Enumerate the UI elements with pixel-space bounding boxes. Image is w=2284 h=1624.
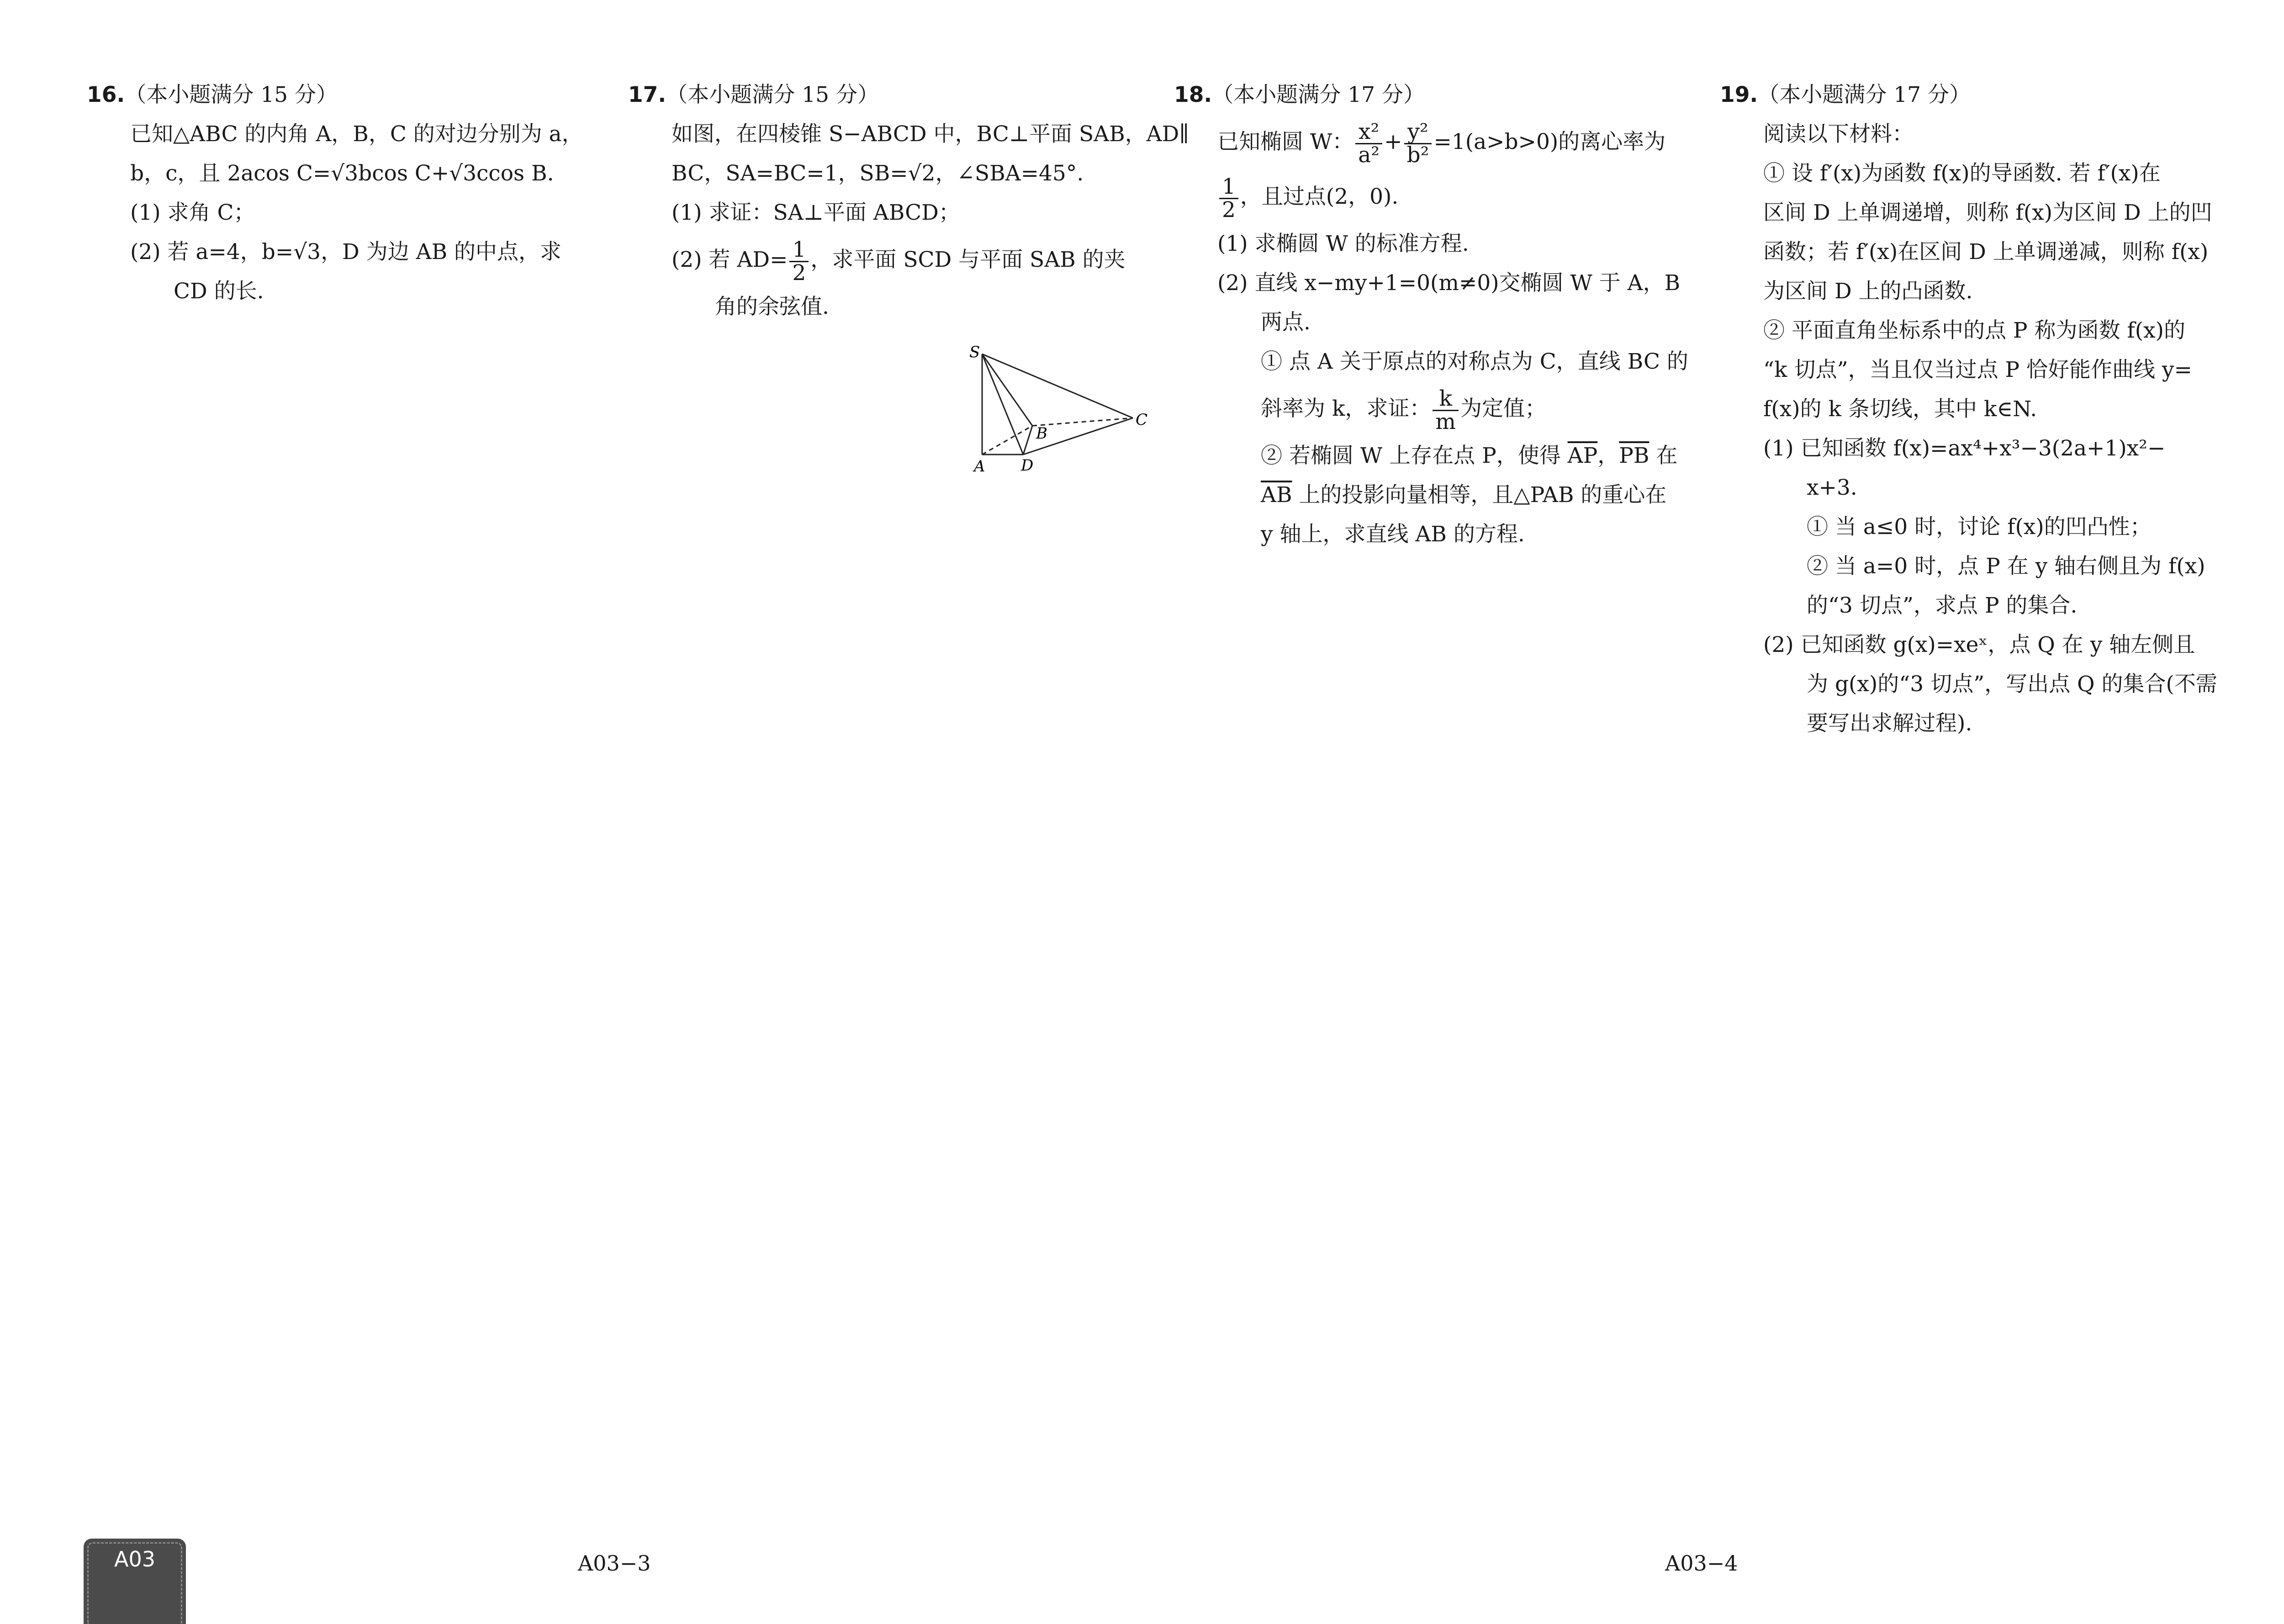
question-19-header (1720, 75, 2275, 115)
paper-code-badge: A03 (84, 1539, 186, 1624)
q18-sub-2-cont (1261, 476, 1729, 515)
q19-sub-2-cont: 的“3 切点”，求点 P 的集合. (1807, 593, 2078, 618)
q19-line-1: 阅读以下材料： (1763, 122, 1914, 147)
q16-part-2-cont: CD 的长. (174, 279, 264, 304)
q17-part-2-pre: (2) 若 AD= (671, 247, 788, 272)
fraction-numerator: 1 (1219, 176, 1238, 199)
q18-sub-2 (1261, 436, 1729, 476)
question-16-header (87, 75, 642, 115)
q18-line-2 (1217, 169, 1729, 224)
plus-sign: + (1384, 129, 1402, 154)
q17-part-2 (671, 233, 1183, 287)
vertex-a-label: A (974, 457, 985, 475)
score-note: （本小题满分 15 分） (125, 82, 338, 107)
vector-ap: $\overline{AP}$ (1567, 443, 1598, 468)
q19-sub-2: ② 当 a=0 时，点 P 在 y 轴右侧且为 f(x) (1807, 554, 2205, 579)
q18-line-1 (1217, 115, 1729, 169)
q18-part-2-cont: 两点. (1261, 310, 1311, 335)
separator: ， (1597, 443, 1619, 468)
question-number: 19. (1720, 82, 1758, 107)
edge-bd (1023, 426, 1032, 455)
q19-sub-1: ① 当 a≤0 时，讨论 f(x)的凹凸性； (1807, 514, 2152, 540)
score-note: （本小题满分 15 分） (666, 82, 879, 107)
score-note: （本小题满分 17 分） (1758, 82, 1971, 107)
fraction-numerator: y² (1404, 121, 1432, 144)
fraction-numerator: 1 (789, 239, 809, 262)
q18-sub-2-cont-post: 上的投影向量相等，且△PAB 的重心在 (1292, 482, 1667, 508)
q19-part-1: (1) 已知函数 f(x)=ax⁴+x³−3(2a+1)x²− (1763, 436, 2166, 461)
q18-sub-1: ① 点 A 关于原点的对称点为 C，直线 BC 的 (1261, 349, 1688, 374)
page-number-right: A03−4 (1665, 1551, 1738, 1576)
vertex-s-label: S (969, 343, 980, 361)
q18-sub-2-end: y 轴上，求直线 AB 的方程. (1261, 522, 1525, 547)
edge-bc-hidden (1032, 418, 1133, 426)
question-17 (628, 75, 1189, 327)
vector-ab: $\overline{AB}$ (1261, 482, 1292, 508)
q19-line-8: f(x)的 k 条切线，其中 k∈N. (1763, 397, 2037, 422)
q18-line-1-pre: 已知椭圆 W： (1217, 129, 1354, 154)
q18-part-1: (1) 求椭圆 W 的标准方程. (1217, 231, 1469, 256)
q18-line-2-post: ，且过点(2，0). (1240, 184, 1399, 209)
q19-line-3: 区间 D 上单调递增，则称 f(x)为区间 D 上的凹 (1763, 200, 2212, 225)
q19-part-2-end: 要写出求解过程). (1807, 711, 1972, 736)
q18-sub-2-pre: ② 若椭圆 W 上存在点 P，使得 (1261, 443, 1568, 468)
fraction (1219, 176, 1238, 221)
q16-part-2: (2) 若 a=4，b=√3，D 为边 AB 的中点，求 (130, 239, 562, 264)
fraction-denominator: b² (1406, 142, 1429, 168)
q19-part-2-cont: 为 g(x)的“3 切点”，写出点 Q 的集合(不需 (1807, 672, 2217, 697)
q16-line-1: 已知△ABC 的内角 A，B，C 的对边分别为 a， (130, 122, 583, 147)
q19-line-5: 为区间 D 上的凸函数. (1763, 279, 1973, 304)
q19-part-2: (2) 已知函数 g(x)=xeˣ，点 Q 在 y 轴左侧且 (1763, 632, 2195, 657)
fraction-denominator: 2 (792, 260, 806, 286)
question-17-header (628, 75, 1183, 115)
q17-line-2: BC，SA=BC=1，SB=√2，∠SBA=45°. (671, 161, 1084, 186)
q18-sub-1-post: 为定值； (1460, 396, 1546, 421)
pyramid-figure (955, 338, 1160, 475)
q16-part-1: (1) 求角 C； (130, 200, 255, 225)
q18-sub-1-cont (1261, 381, 1729, 436)
q17-part-2-post: ，求平面 SCD 与平面 SAB 的夹 (810, 247, 1126, 272)
question-16 (87, 75, 642, 311)
q18-sub-2-post: 在 (1649, 443, 1678, 468)
question-18-header (1174, 75, 1729, 115)
q18-sub-1-pre: 斜率为 k，求证： (1261, 396, 1431, 421)
vertex-d-label: D (1021, 456, 1034, 475)
fraction (789, 239, 809, 284)
question-18 (1174, 75, 1729, 554)
vertex-c-label: C (1136, 411, 1148, 429)
vertex-b-label: B (1036, 424, 1047, 443)
question-number: 18. (1174, 82, 1212, 107)
score-note: （本小题满分 17 分） (1212, 82, 1425, 107)
q19-part-1-cont: x+3. (1807, 475, 1857, 500)
q16-line-2: b，c，且 2acos C=√3bcos C+√3ccos B. (130, 161, 554, 186)
fraction-numerator: k (1433, 388, 1459, 411)
q17-part-2-cont: 角的余弦值. (715, 294, 829, 319)
q19-line-4: 函数；若 f′(x)在区间 D 上单调递减，则称 f(x) (1763, 239, 2209, 264)
fraction-denominator: 2 (1222, 197, 1236, 222)
q18-line-1-post: =1(a>b>0)的离心率为 (1433, 129, 1666, 154)
fraction (1433, 388, 1459, 433)
q19-line-6: ② 平面直角坐标系中的点 P 称为函数 f(x)的 (1763, 318, 2185, 343)
fraction-denominator: a² (1358, 142, 1380, 168)
q17-part-1: (1) 求证：SA⊥平面 ABCD； (671, 200, 960, 225)
fraction (1355, 121, 1382, 166)
q19-line-7: “k 切点”，当且仅当过点 P 恰好能作曲线 y= (1763, 357, 2192, 382)
vector-pb: $\overline{PB}$ (1619, 443, 1650, 468)
q18-part-2: (2) 直线 x−my+1=0(m≠0)交椭圆 W 于 A，B (1217, 270, 1681, 296)
q19-line-2: ① 设 f′(x)为函数 f(x)的导函数. 若 f′(x)在 (1763, 161, 2161, 186)
fraction (1404, 121, 1432, 166)
question-19 (1720, 75, 2275, 743)
question-number: 16. (87, 82, 125, 107)
fraction-denominator: m (1435, 409, 1456, 434)
q17-line-1: 如图，在四棱锥 S−ABCD 中，BC⊥平面 SAB，AD∥ (671, 122, 1189, 147)
fraction-numerator: x² (1355, 121, 1382, 144)
question-number: 17. (628, 82, 666, 107)
page-number-left: A03−3 (578, 1551, 651, 1576)
